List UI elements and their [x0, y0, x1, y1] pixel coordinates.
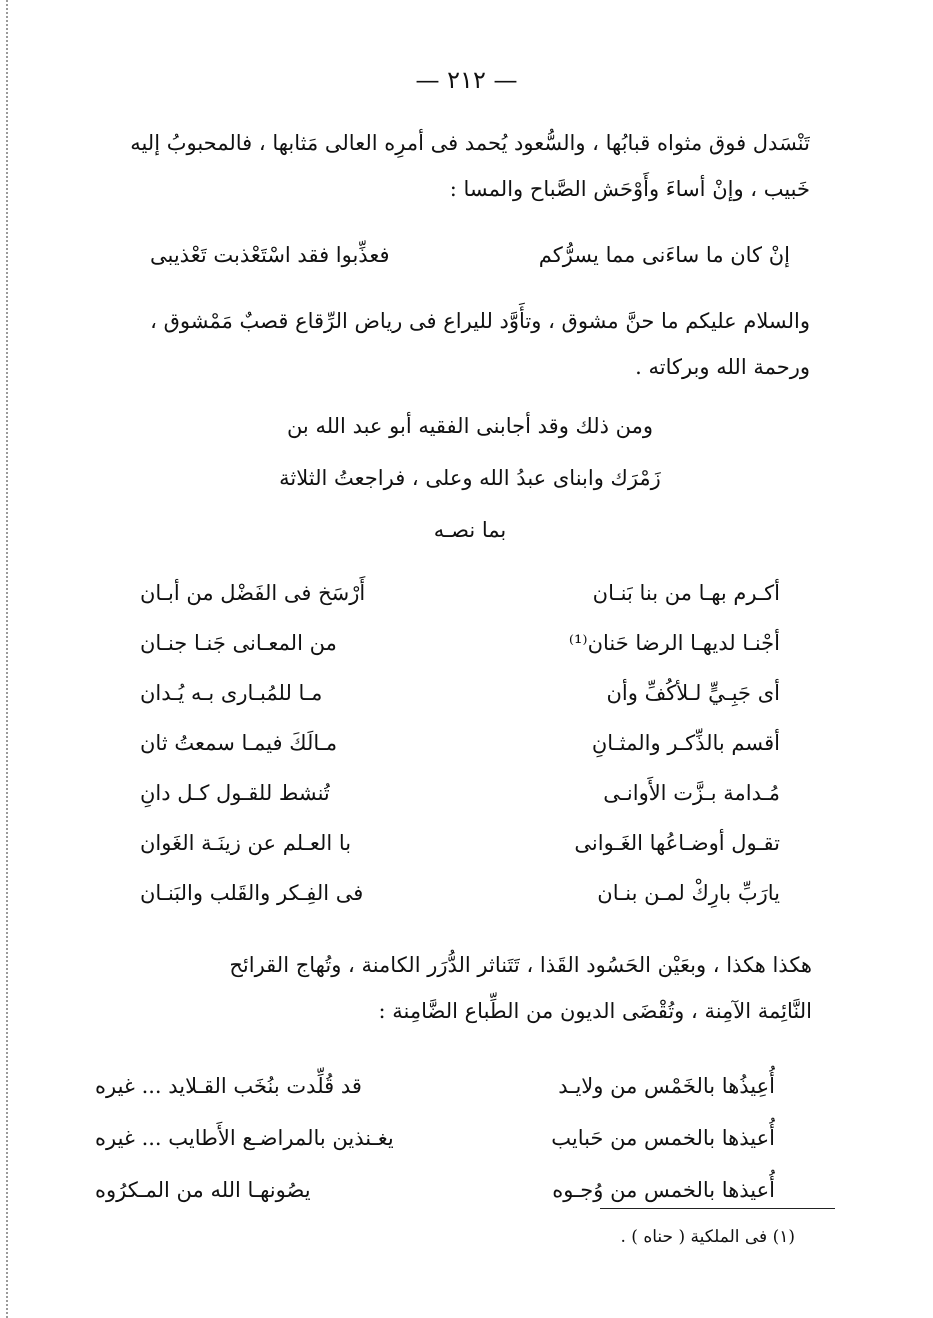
single-verse [150, 232, 790, 278]
poem-first-hemistich: أجْنـا لديهـا الرضا حَنان⁽¹⁾ [568, 631, 780, 655]
poem-introduction [150, 400, 790, 556]
after-poem-line-1: هكذا هكذا ، وبعَيْن الحَسُود القَذا ، تَتَناثر الدُّرَر الكامنة ، وتُهاج القرائح [229, 953, 812, 977]
page-number: — ٢١٢ — [415, 66, 518, 94]
refrain-first-hemistich: أُعيذها بالخمس من وُجـوه [552, 1178, 775, 1202]
refrain-second-hemistich: قد قُلِّدت بنُخَب القـلايد ... غيره [95, 1074, 362, 1098]
poem-second-hemistich: تُنشط للقـول كـل دانِ [140, 781, 330, 805]
footnote: (١) فى الملكية ( حناه ) . [620, 1227, 795, 1247]
poem-second-hemistich: من المعـانى جَنـا جنـان [140, 631, 337, 655]
heading-line-1: ومن ذلك وقد أجابنى الفقيه أبو عبد الله بن [286, 414, 654, 438]
poem-first-hemistich: أى جَبِـيٍّ لـلأكُفِّ وأن [606, 681, 780, 705]
poem-verse [140, 568, 780, 618]
poem-first-hemistich: يارَبِّ بارِكْ لمـن بنـان [597, 881, 780, 905]
closing-line-1: والسلام عليكم ما حنَّ مشوق ، وتأَوَّد لليراع فى رياض الرِّقاع قصبٌ مَمْشوق ، [150, 309, 810, 333]
poem-verse [140, 868, 780, 918]
intro-line-2: خَبيب ، وإنْ أساءَ وأَوْحَش الصَّباح والمسا : [449, 177, 810, 201]
poem-first-hemistich: أكـرم بهـا من بنا بَنـان [592, 581, 780, 605]
poem-second-hemistich: أَرْسَخ فى الفَضْل من أبـان [140, 581, 366, 605]
poem-verse [140, 618, 780, 668]
poem [140, 568, 780, 918]
poem-first-hemistich: أقسم بالذِّكـر والمثـانِ [591, 731, 780, 755]
refrain-second-hemistich: يغـنذين بالمراضـع الأَطايب ... غيره [95, 1126, 394, 1150]
refrain-verse [95, 1112, 775, 1164]
poem-second-hemistich: با العـلم عن زينَـة الغَوان [140, 831, 352, 855]
poem-verse [140, 718, 780, 768]
refrain-first-hemistich: أُعِيذُها بالخَمْس من ولايـد [558, 1074, 775, 1098]
intro-paragraph [100, 120, 810, 212]
poem-second-hemistich: مـالَكَ فيمـا سمعتُ ثان [140, 731, 338, 755]
refrain-verses [95, 1060, 775, 1216]
footnote-divider [600, 1208, 835, 1209]
intro-line-1: تَنْسَدل فوق مثواه قبابُها ، والسُّعود يُحمد فى أمرِه العالى مَثابها ، فالمحبوبُ إليه [130, 131, 810, 155]
poem-verse [140, 818, 780, 868]
heading-line-3: بما نصـه [433, 518, 507, 542]
poem-verse [140, 668, 780, 718]
heading-line-2: زَمْرَك وابناى عبدُ الله وعلى ، فراجعتُ الثلاثة [279, 466, 661, 490]
closing-paragraph [100, 298, 810, 390]
after-poem-line-2: النَّائِمة الآمِنة ، وتُقْضَى الديون من الطِّباع الضَّامِنة : [378, 999, 812, 1023]
poem-verse [140, 768, 780, 818]
closing-line-2: ورحمة الله وبركاته . [635, 355, 810, 379]
poem-second-hemistich: مـا للمُبـارى بـه يُـدان [140, 681, 323, 705]
single-verse-first-hemistich: إنْ كان ما ساءَنى مما يسرُّكم [538, 243, 790, 267]
scan-edge-dots [6, 0, 8, 1318]
poem-first-hemistich: تقـول أوضـاعُها الغَـوانى [574, 831, 780, 855]
single-verse-second-hemistich: فعذِّبوا فقد اسْتَعْذبت تَعْذيبى [150, 243, 390, 267]
poem-first-hemistich: مُـدامة بـزَّت الأَوانـى [603, 781, 780, 805]
refrain-second-hemistich: يصُونهـا الله من المـكرُوه [95, 1178, 311, 1202]
after-poem-paragraph [96, 942, 812, 1034]
refrain-verse [95, 1060, 775, 1112]
poem-second-hemistich: فى الفِـكر والقَلب والبَنـان [140, 881, 364, 905]
refrain-first-hemistich: أُعيذها بالخمس من حَبايب [551, 1126, 775, 1150]
